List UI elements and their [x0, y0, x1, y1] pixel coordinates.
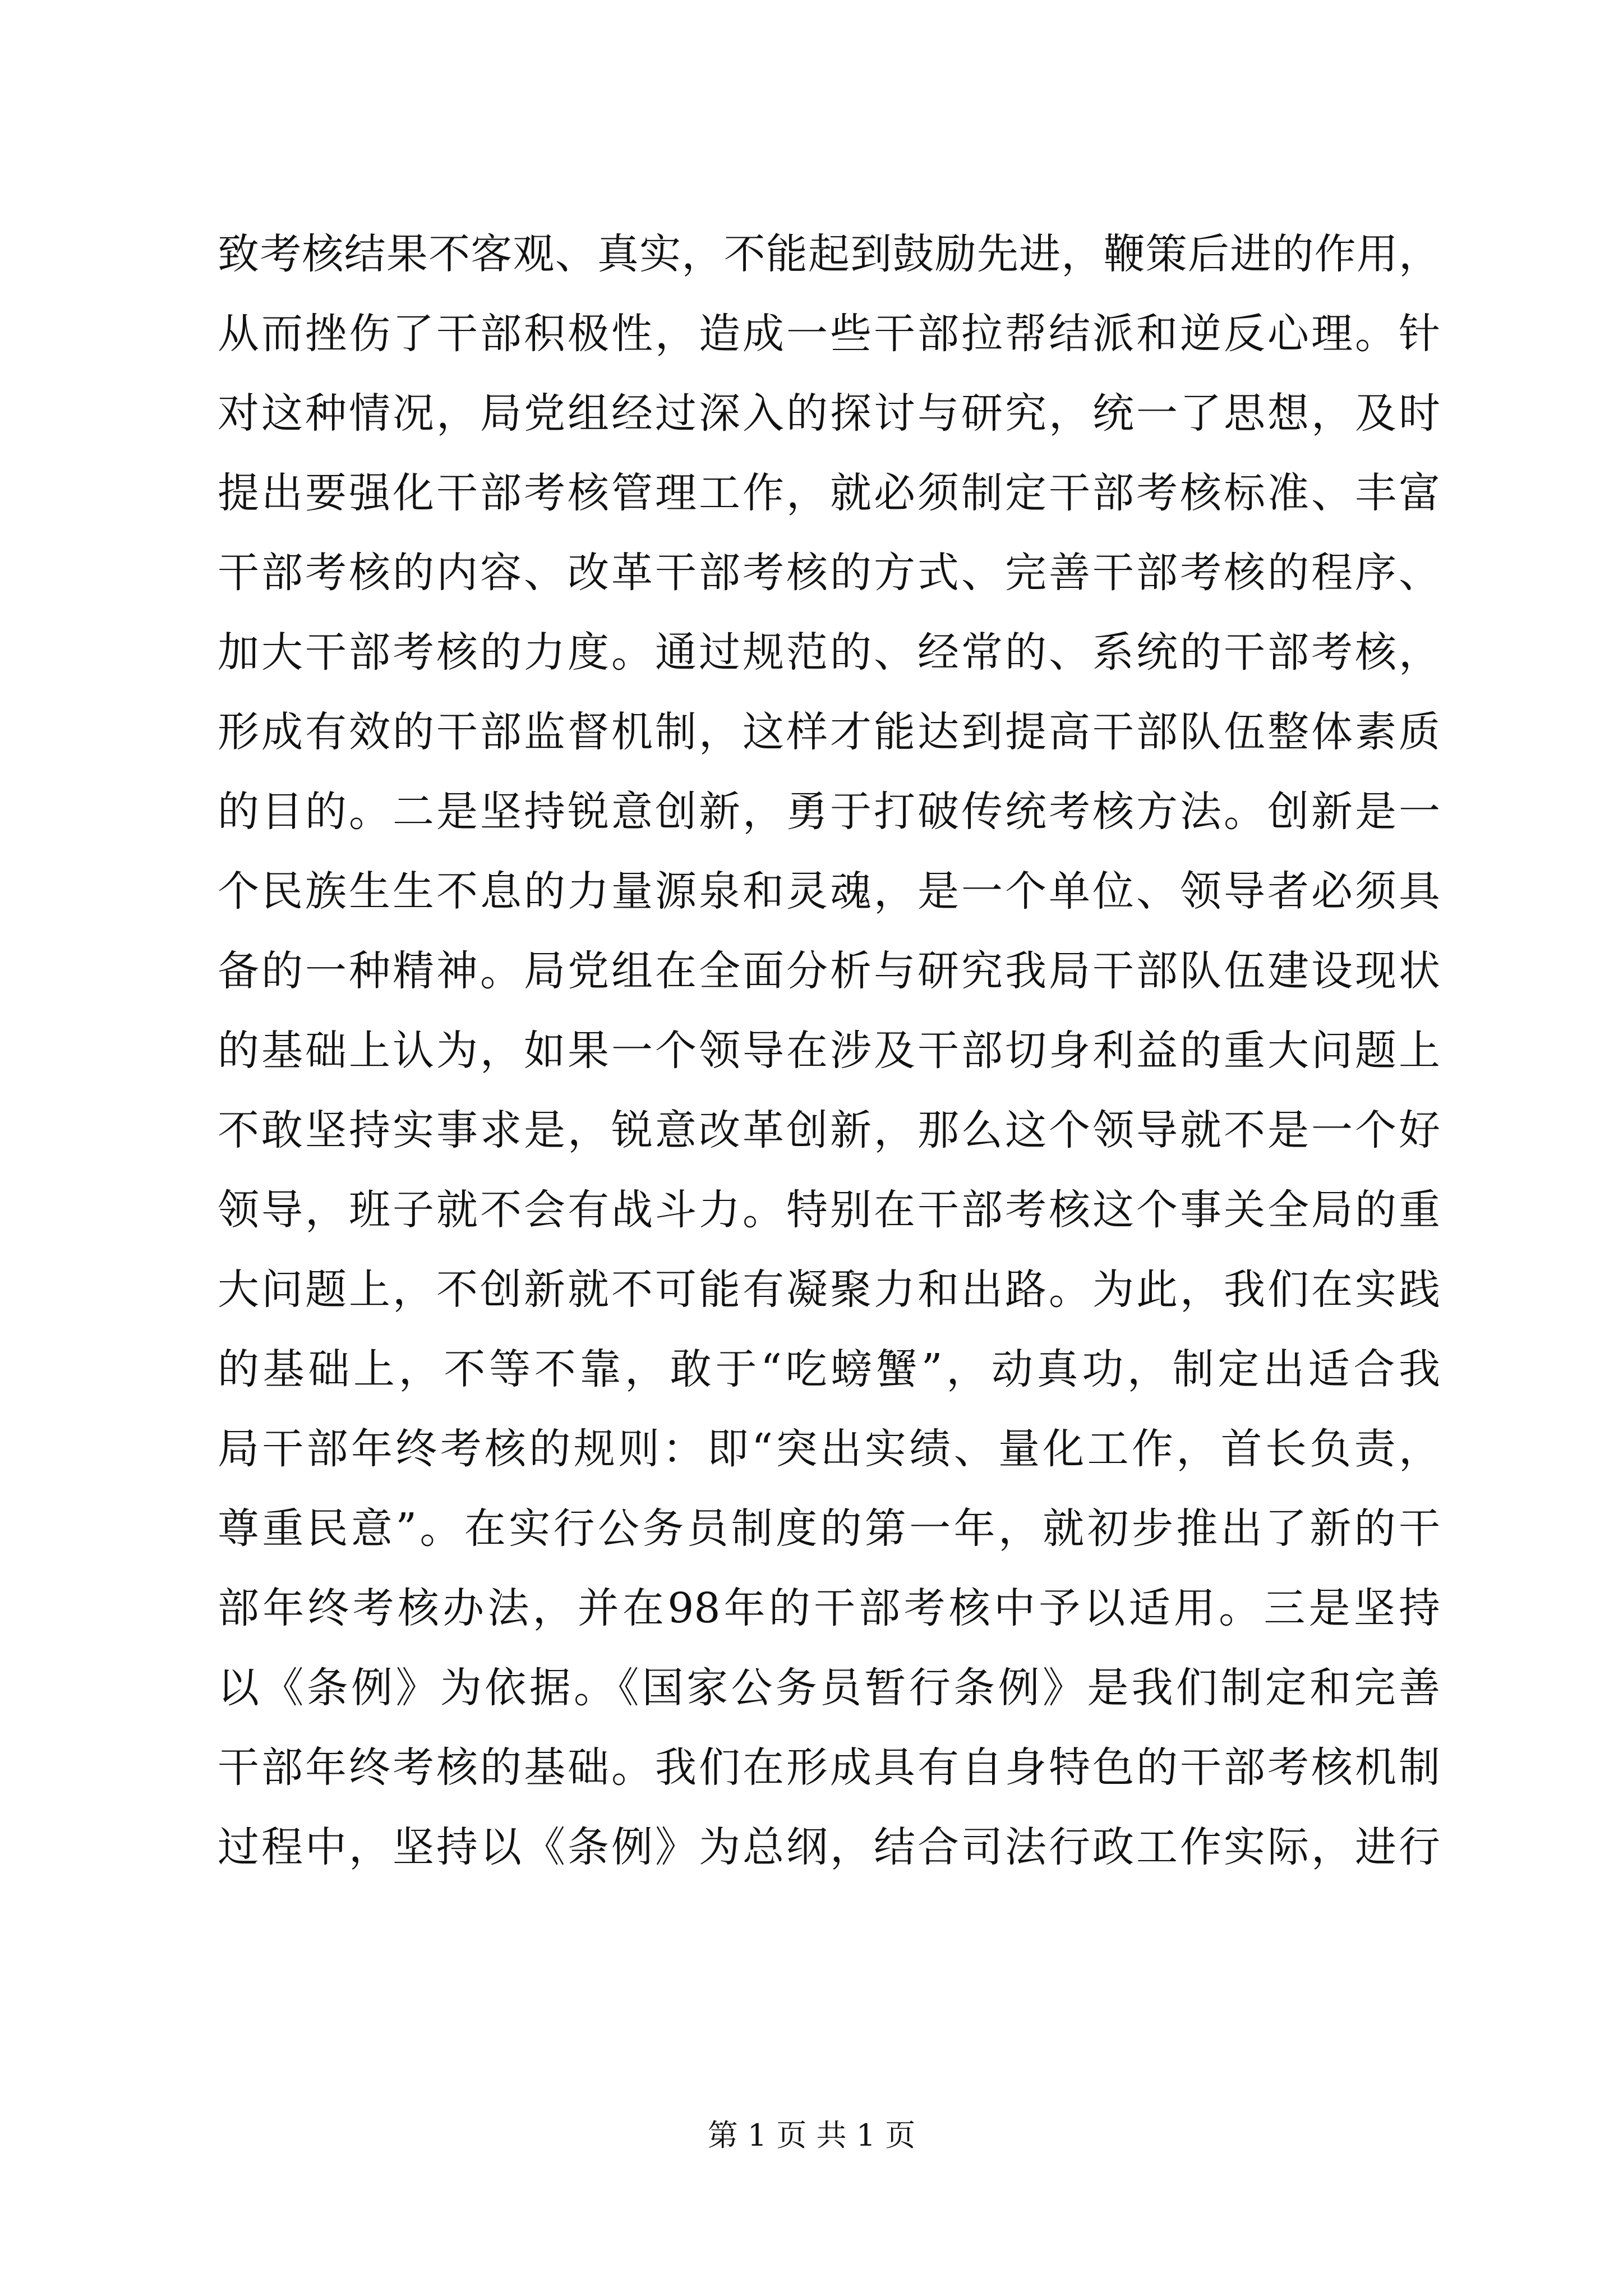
text-line-1: 致考核结果不客观、真实，不能起到鼓励先进，鞭策后进的作用，	[218, 230, 1440, 278]
text-line-20: 干部年终考核的基础。我们在形成具有自身特色的干部考核机制	[218, 1743, 1440, 1792]
page-number-label: 第 1 页 共 1 页	[707, 2118, 916, 2153]
text-line-15: 的基础上，不等不靠，敢于“吃螃蟹”，动真功，制定出适合我	[218, 1345, 1440, 1393]
text-line-4: 提出要强化干部考核管理工作，就必须制定干部考核标准、丰富	[218, 469, 1440, 517]
text-line-18: 部年终考核办法，并在98年的干部考核中予以适用。三是坚持	[218, 1584, 1440, 1632]
text-line-8: 的目的。二是坚持锐意创新，勇于打破传统考核方法。创新是一	[218, 788, 1440, 836]
text-line-6: 加大干部考核的力度。通过规范的、经常的、系统的干部考核，	[218, 628, 1440, 677]
text-line-7: 形成有效的干部监督机制，这样才能达到提高干部队伍整体素质	[218, 708, 1440, 756]
text-line-16: 局干部年终考核的规则：即“突出实绩、量化工作，首长负责，	[218, 1425, 1440, 1473]
text-line-13: 领导，班子就不会有战斗力。特别在干部考核这个事关全局的重	[218, 1186, 1440, 1234]
text-line-12: 不敢坚持实事求是，锐意改革创新，那么这个领导就不是一个好	[218, 1106, 1440, 1154]
body-text	[218, 214, 1440, 1887]
text-line-5: 干部考核的内容、改革干部考核的方式、完善干部考核的程序、	[218, 549, 1440, 597]
text-line-2: 从而挫伤了干部积极性，造成一些干部拉帮结派和逆反心理。针	[218, 310, 1440, 358]
text-line-9: 个民族生生不息的力量源泉和灵魂，是一个单位、领导者必须具	[218, 867, 1440, 915]
text-line-17: 尊重民意”。在实行公务员制度的第一年，就初步推出了新的干	[218, 1504, 1440, 1553]
text-line-14: 大问题上，不创新就不可能有凝聚力和出路。为此，我们在实践	[218, 1266, 1440, 1314]
text-line-21: 过程中，坚持以《条例》为总纲，结合司法行政工作实际，进行	[218, 1823, 1440, 1871]
text-line-19: 以《条例》为依据。《国家公务员暂行条例》是我们制定和完善	[218, 1664, 1440, 1712]
text-line-3: 对这种情况，局党组经过深入的探讨与研究，统一了思想，及时	[218, 389, 1440, 438]
text-line-10: 备的一种精神。局党组在全面分析与研究我局干部队伍建设现状	[218, 947, 1440, 995]
text-line-11: 的基础上认为，如果一个领导在涉及干部切身利益的重大问题上	[218, 1027, 1440, 1075]
page-footer	[0, 2116, 1623, 2155]
